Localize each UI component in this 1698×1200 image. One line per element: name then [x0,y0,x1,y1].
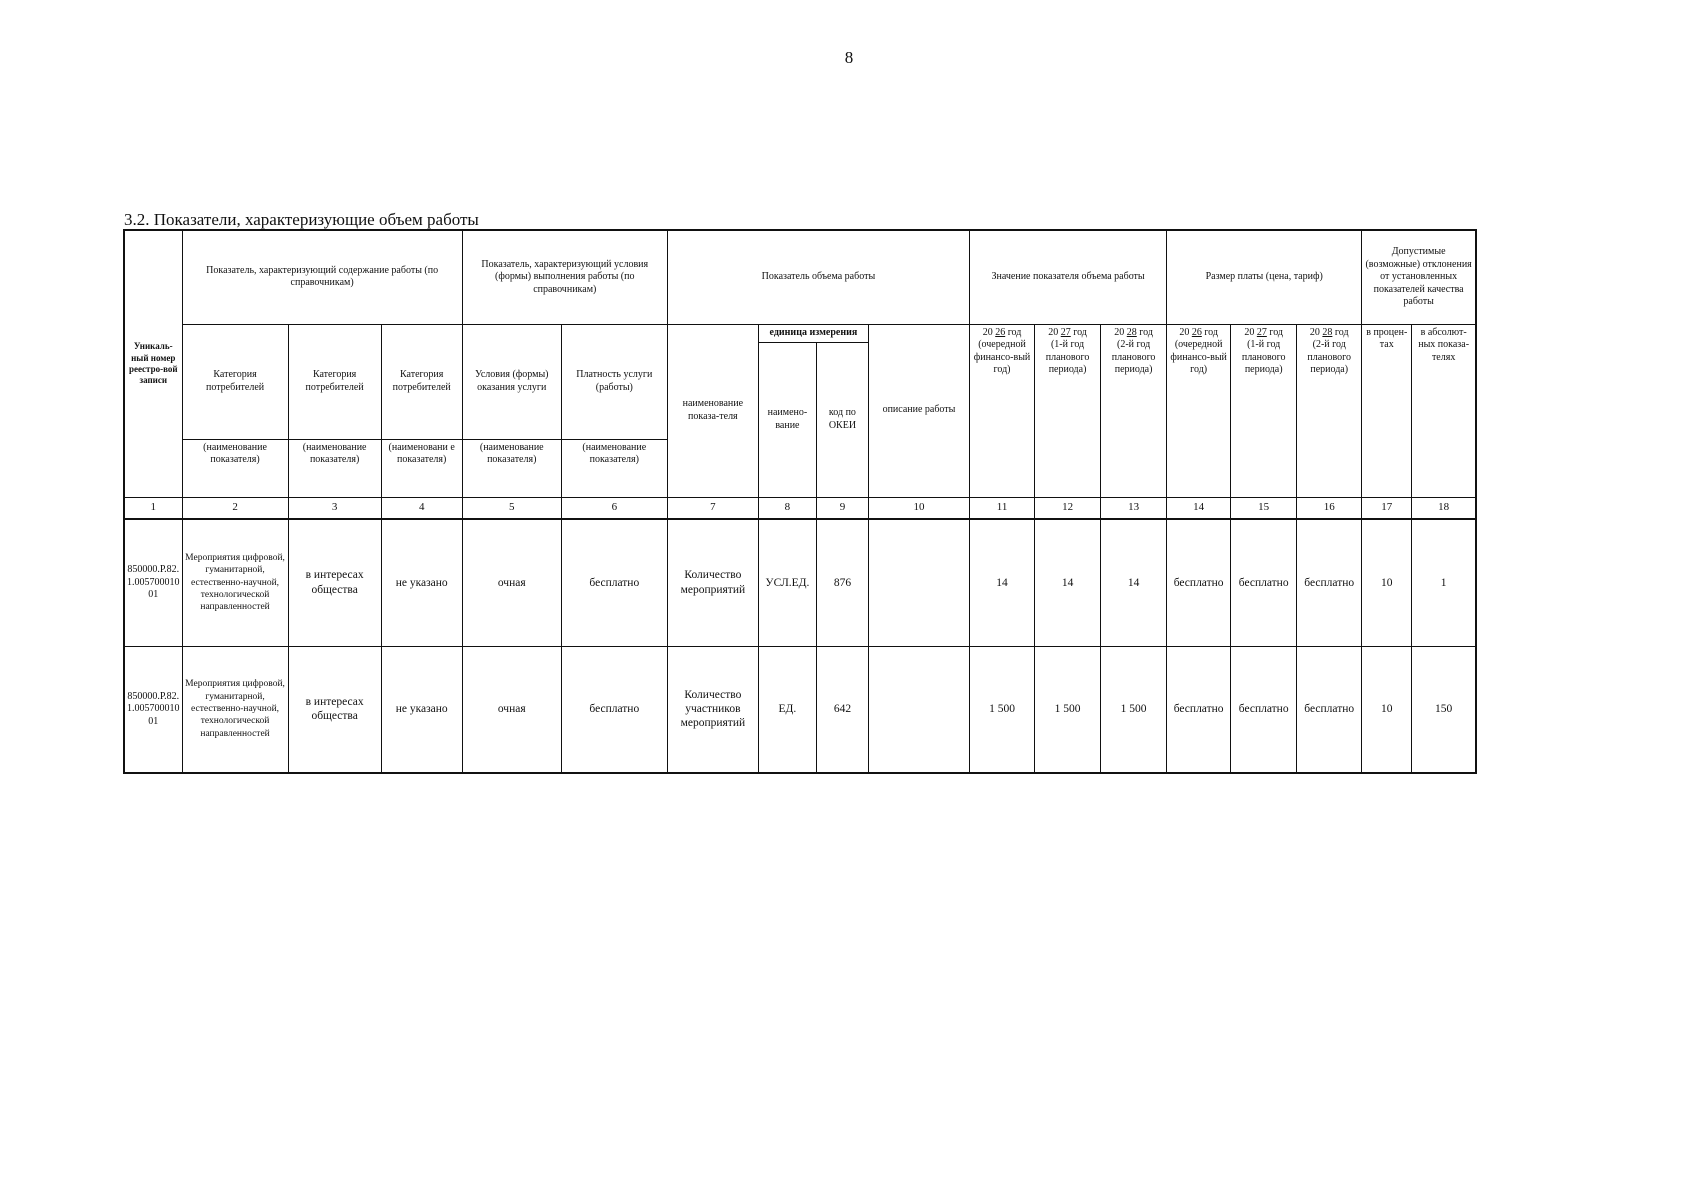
column-number: 13 [1101,497,1167,519]
okei-code: 642 [816,646,868,773]
header-conditions-form: Условия (формы) оказания услуги [462,324,561,439]
column-number: 8 [758,497,816,519]
work-volume-table [123,229,1477,774]
fee-2027-prefix: 20 [1244,326,1255,338]
fee-2026-suffix: год [1204,326,1218,338]
header-unique-number: Уникаль-ный номер реестро-вой записи [124,230,182,497]
value-2028-year: 28 [1126,326,1137,338]
value-2026-year: 26 [995,326,1006,338]
column-number: 10 [868,497,969,519]
header-value-2028 [1101,324,1167,497]
column-number: 15 [1231,497,1297,519]
value-2027-prefix: 20 [1048,326,1059,338]
header-value-indicator: Значение показателя объема работы [970,230,1167,324]
header-payment: Платность услуги (работы) [561,324,667,439]
table-row [124,519,1476,646]
work-description [868,646,969,773]
header-category-3: Категория потребителей [381,324,462,439]
work-description [868,519,969,646]
value-2026-suffix: год [1007,326,1022,338]
value-2026-prefix: 20 [982,326,993,338]
column-number: 16 [1297,497,1362,519]
header-fee-2026 [1167,324,1231,497]
column-number: 1 [124,497,182,519]
unit-name: УСЛ.ЕД. [758,519,816,646]
fee-2028-prefix: 20 [1309,326,1320,338]
okei-code: 876 [816,519,868,646]
registry-number: 850000.Р.82.1.00570001001 [124,646,182,773]
header-value-2027 [1035,324,1101,497]
header-fee-2027 [1231,324,1297,497]
header-fee-2028 [1297,324,1362,497]
deviation-absolute: 150 [1412,646,1476,773]
header-deviation-absolute: в абсолют-ных показа-телях [1412,324,1476,497]
column-number: 9 [816,497,868,519]
value-2026-note: (очередной финансо-вый год) [973,339,1031,375]
header-fee-size: Размер платы (цена, тариф) [1167,230,1362,324]
beneficiary: в интересах общества [288,519,381,646]
header-category-2: Категория потребителей [288,324,381,439]
fee-2028: бесплатно [1297,519,1362,646]
section-title: 3.2. Показатели, характеризующие объем работы [124,210,479,229]
header-indicator-name: наименование показа-теля [667,324,758,497]
value-2028: 14 [1101,519,1167,646]
value-2026: 14 [970,519,1035,646]
value-2028: 1 500 [1101,646,1167,773]
header-volume-indicator: Показатель объема работы [667,230,969,324]
indicator-name: Количество мероприятий [667,519,758,646]
header-value-2026 [970,324,1035,497]
fee-2027: бесплатно [1231,519,1297,646]
column-number: 11 [970,497,1035,519]
page-number: 8 [844,48,854,67]
header-deviations: Допустимые (возможные) отклонения от установленных показателей качества работы [1362,230,1476,324]
value-2027-suffix: год [1073,326,1087,338]
header-unit-name: наимено-вание [758,342,816,497]
service-form: очная [462,646,561,773]
column-number: 4 [381,497,462,519]
deviation-percent: 10 [1362,646,1412,773]
column-number: 17 [1362,497,1412,519]
header-conditions-indicator: Показатель, характеризующий условия (формы) выполнения работы (по справочникам) [462,230,667,324]
fee-2028: бесплатно [1297,646,1362,773]
fee-2028-year: 28 [1322,326,1333,338]
deviation-percent: 10 [1362,519,1412,646]
header-indicator-name-2: (наименование показателя) [182,439,288,497]
category: не указано [381,519,462,646]
beneficiary: в интересах общества [288,646,381,773]
fee-2027: бесплатно [1231,646,1297,773]
table-row [124,646,1476,773]
value-2028-suffix: год [1139,326,1153,338]
header-category-1: Категория потребителей [182,324,288,439]
unit-name: ЕД. [758,646,816,773]
fee-2027-note: (1-й год планового периода) [1241,339,1286,375]
payment: бесплатно [561,646,667,773]
value-2027: 14 [1035,519,1101,646]
header-deviation-percent: в процен-тах [1362,324,1412,497]
value-2028-prefix: 20 [1114,326,1125,338]
payment: бесплатно [561,519,667,646]
header-indicator-name-6: (наименование показателя) [561,439,667,497]
value-2027-year: 27 [1060,326,1071,338]
header-work-description: описание работы [868,324,969,497]
column-number: 6 [561,497,667,519]
fee-2027-suffix: год [1269,326,1283,338]
column-number: 12 [1035,497,1101,519]
category: не указано [381,646,462,773]
event-type: Мероприятия цифровой, гуманитарной, естественно-научной, технологической направленностей [182,519,288,646]
header-indicator-name-3: (наименование показателя) [288,439,381,497]
deviation-absolute: 1 [1412,519,1476,646]
header-indicator-name-4: (наименовани е показателя) [381,439,462,497]
column-number: 18 [1412,497,1476,519]
service-form: очная [462,519,561,646]
header-okei-code: код по ОКЕИ [816,342,868,497]
indicator-name: Количество участников мероприятий [667,646,758,773]
column-number: 5 [462,497,561,519]
header-indicator-name-5: (наименование показателя) [462,439,561,497]
value-2027-note: (1-й год планового периода) [1045,339,1090,375]
value-2027: 1 500 [1035,646,1101,773]
fee-2026: бесплатно [1167,519,1231,646]
fee-2026-prefix: 20 [1179,326,1190,338]
header-content-indicator: Показатель, характеризующий содержание работы (по справочникам) [182,230,462,324]
fee-2027-year: 27 [1256,326,1267,338]
value-2026: 1 500 [970,646,1035,773]
column-number: 3 [288,497,381,519]
column-number: 7 [667,497,758,519]
fee-2028-suffix: год [1334,326,1349,338]
header-unit: единица измерения [758,324,868,342]
fee-2028-note: (2-й год планового периода) [1307,339,1352,375]
value-2028-note: (2-й год планового периода) [1111,339,1156,375]
column-number: 14 [1167,497,1231,519]
event-type: Мероприятия цифровой, гуманитарной, естественно-научной, технологической направленностей [182,646,288,773]
column-number: 2 [182,497,288,519]
fee-2026-year: 26 [1191,326,1202,338]
fee-2026: бесплатно [1167,646,1231,773]
registry-number: 850000.Р.82.1.00570001001 [124,519,182,646]
fee-2026-note: (очередной финансо-вый год) [1170,339,1227,375]
